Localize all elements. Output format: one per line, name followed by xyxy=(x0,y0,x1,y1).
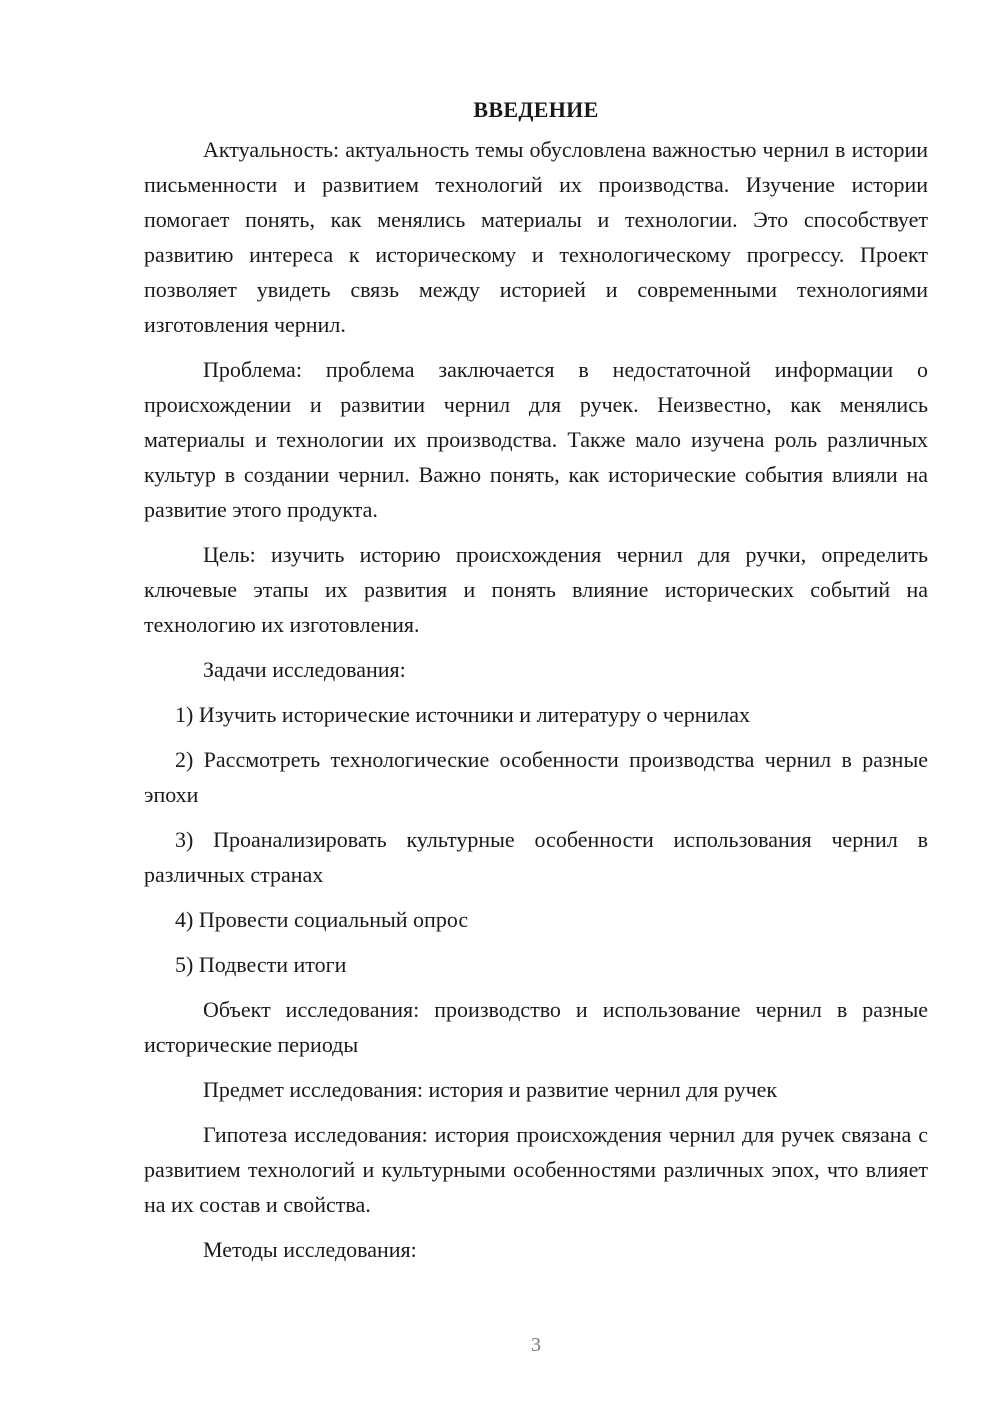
page-number: 3 xyxy=(531,1334,541,1356)
hypothesis-paragraph: Гипотеза исследования: история происхождения чернил для ручек связана с развитием технологий и культурными особенностями различных эпох, что влияет на их состав и свойства. xyxy=(144,1122,928,1217)
goal-paragraph: Цель: изучить историю происхождения чернил для ручки, определить ключевые этапы их развития и понять влияние исторических событий на технологию их изготовления. xyxy=(144,542,928,637)
task-item-4: 4) Провести социальный опрос xyxy=(175,907,469,932)
task-item-5: 5) Подвести итоги xyxy=(175,952,347,977)
subject-paragraph: Предмет исследования: история и развитие чернил для ручек xyxy=(203,1077,778,1102)
document-page xyxy=(144,92,928,1277)
task-item-3: 3) Проанализировать культурные особенности использования чернил в различных странах xyxy=(144,827,928,887)
task-item-1: 1) Изучить исторические источники и литературу о чернилах xyxy=(175,702,751,727)
problem-paragraph: Проблема: проблема заключается в недостаточной информации о происхождении и развитии чернил для ручек. Неизвестно, как менялись материалы и технологии их производства. Также мало изучена роль различных культур в создании чернил. Важно понять, как исторические события влияли на развитие этого продукта. xyxy=(144,357,928,522)
object-paragraph: Объект исследования: производство и использование чернил в разные исторические периоды xyxy=(144,997,928,1057)
relevance-paragraph: Актуальность: актуальность темы обусловлена важностью чернил в истории письменности и развитием технологий их производства. Изучение истории помогает понять, как менялись материалы и технологии. Это способствует развитию интереса к историческому и технологическому прогрессу. Проект позволяет увидеть связь между историей и современными технологиями изготовления чернил. xyxy=(144,137,928,337)
tasks-heading: Задачи исследования: xyxy=(203,657,406,682)
section-title: ВВЕДЕНИЕ xyxy=(473,97,599,122)
task-item-2: 2) Рассмотреть технологические особенности производства чернил в разные эпохи xyxy=(144,747,928,807)
methods-heading: Методы исследования: xyxy=(203,1237,417,1262)
